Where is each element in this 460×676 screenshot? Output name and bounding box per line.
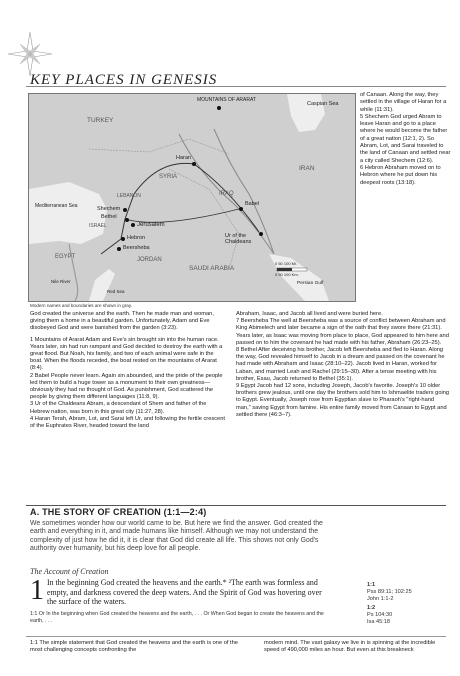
compass-rose-icon (8, 32, 52, 76)
map-label-caspian: Caspian Sea (307, 101, 339, 107)
side-paragraph: 5 Shechem God urged Abram to leave Haran and go to a place where he would become the father of a great nation (12:1, 2). So Abram, Lot, and Sarai traveled to the land of Canaan and settled near a city called Shechem (12:6). (360, 113, 451, 164)
section-intro: We sometimes wonder how our world came to be. But here we find the answer. God created the earth and everything in it, and made humans like himself. Although we may not understand the complexity of just how he did it, it is clear that God did create all life. This shows not only God's authority over humanity, but his deep love for all people. (30, 520, 323, 553)
body-paragraph: 2 Babel People never learn. Again sin abounded, and the pride of the people led them to build a huge tower as a monument to their own greatness—obviously they had no thought of God. As punishment, God scattered the people by giving them different languages (11:8, 9). (30, 372, 223, 401)
section-divider (26, 505, 446, 506)
commentary-left: 1:1 The simple statement that God created the heavens and the earth is one of the most challenging concepts confronting the (30, 640, 238, 654)
section-title: A. THE STORY OF CREATION (1:1—2:4) (30, 507, 207, 517)
body-left-column (30, 311, 226, 430)
body-paragraph: 4 Haran Terah, Abram, Lot, and Sarai left Ur, and following the fertile crescent of the Euphrates River, headed toward the land (30, 415, 225, 430)
map-label-beersheba: Beersheba (123, 245, 150, 251)
body-paragraph: 3 Ur of the Chaldeans Abram, a descendant of Shem and father of the Hebrew nation, was born in this great city (11:27, 28). (30, 401, 207, 415)
commentary-divider (26, 636, 446, 637)
map-label-iran: IRAN (299, 165, 315, 172)
title-divider (26, 86, 446, 87)
chapter-number: 1 (30, 575, 44, 606)
map-scale-km: 0 50 100 Km. (275, 272, 299, 277)
map-label-turkey: TURKEY (87, 117, 114, 124)
side-paragraph: 6 Hebron Abraham moved on to Hebron where he put down his deepest roots (13:18). (360, 164, 441, 186)
map-label-red-sea: Red Sea (107, 289, 125, 294)
genesis-map (28, 93, 356, 302)
section-subhead: The Account of Creation (30, 567, 109, 576)
commentary-right: modern mind. The vast galaxy we live in is spinning at the incredible speed of 490,000 miles an hour. But even at this breakneck (264, 640, 436, 654)
map-label-ur: Ur of the Chaldeans (225, 233, 252, 245)
map-caption: Modern names and boundaries are shown in gray. (30, 303, 133, 308)
xref-key: 1:2 (367, 605, 376, 612)
map-label-persian-gulf: Persian Gulf (297, 281, 324, 286)
map-side-column (360, 92, 452, 187)
body-paragraph: God created the universe and the earth. Then he made man and woman, giving them a home in a beautiful garden. Unfortunately, Adam and Eve disobeyed God and were banished from the garden (3:23). (30, 311, 214, 332)
body-paragraph: Abraham, Isaac, and Jacob all lived and were buried here. (236, 311, 383, 317)
body-paragraph: 9 Egypt Jacob had 12 sons, including Joseph, Jacob's favorite. Joseph's 10 older brothers grew jealous, until one day the brothers sold him to Ishmaelite traders going to Egypt. Eventually, Joseph rose from Egyptian slave to Pharaoh's "right-hand man," saving Egypt from famine. His entire family moved from Canaan to Egypt and settled there (46:3–7). (236, 383, 450, 418)
body-right-column (236, 311, 450, 419)
map-label-bethel: Bethel (101, 214, 117, 220)
footnote: 1:1 Or In the beginning when God created the heavens and the earth, . . . Or When God began to create the heavens and the earth, . . . (30, 611, 324, 624)
xref-key: 1:1 (367, 582, 376, 588)
map-label-israel: ISRAEL (89, 223, 107, 229)
map-label-ararat: MOUNTAINS OF ARARAT (197, 97, 256, 103)
body-paragraph: 8 Bethel After deceiving his brother, Jacob left Beersheba and fled to Haran. Along the way, God revealed himself to Jacob in a dream and passed on the covenant he had made with Abraham and Isaac (28:10–22). Jacob lived in Haran, worked for Laban, and married Leah and Rachel (29:15–30). After a tense meeting with his brother, Esau, Jacob returned to Bethel (35:1). (236, 347, 445, 382)
page-title: KEY PLACES IN GENESIS (30, 72, 218, 88)
xref-item (367, 582, 447, 602)
map-label-iraq: IRAQ (219, 191, 234, 197)
map-label-syria: SYRIA (159, 174, 178, 180)
body-paragraph: 7 Beersheba The well at Beersheba was a source of conflict between Abraham and King Abimelech and later became a sign of the oath that they swore there (21:31). Years later, as Isaac was moving from place to place, God appeared to him here and passed on to him the covenant he had made with his father, Abraham (26:23–25). (236, 318, 449, 346)
body-paragraph: 1 Mountains of Ararat Adam and Eve's sin brought sin into the human race. Years later, sin had run rampant and God decided to destroy the earth with a great flood. But Noah, his family, and two of each animal were safe in the boat. When the floods receded, the boat rested on the mountains of Ararat (8:4). (30, 336, 223, 372)
map-label-egypt: EGYPT (55, 254, 76, 260)
side-paragraph: of Canaan. Along the way, they settled in the village of Haran for a while (11:31). (360, 92, 447, 113)
map-label-shechem: Shechem (97, 206, 121, 212)
map-label-lebanon: LEBANON (117, 193, 141, 199)
xref-refs: Pss 89:11; 102:25 John 1:1-2 (367, 588, 412, 602)
map-label-hebron: Hebron (127, 235, 146, 241)
xref-refs: Ps 104:30 Isa 45:18 (367, 612, 393, 625)
scripture-text (30, 575, 330, 607)
map-label-saudi-arabia: SAUDI ARABIA (189, 265, 235, 272)
map-label-babel: Babel (245, 201, 260, 207)
map-label-jerusalem: Jerusalem (137, 222, 165, 228)
cross-references (367, 582, 447, 626)
verse-text: In the beginning God created the heavens and the earth.* ²The earth was formless and empty, and darkness covered the deep waters. And the Spirit of God was hovering over the surface of the waters. (47, 578, 322, 607)
map-label-nile: Nile River (51, 279, 71, 284)
map-label-mediterranean: Mediterranean Sea (35, 203, 78, 209)
map-label-haran: Haran (176, 155, 191, 161)
map-label-jordan: JORDAN (137, 257, 162, 263)
xref-item (367, 605, 447, 625)
map-scale-miles: 0 50 100 Mi. (275, 261, 298, 266)
